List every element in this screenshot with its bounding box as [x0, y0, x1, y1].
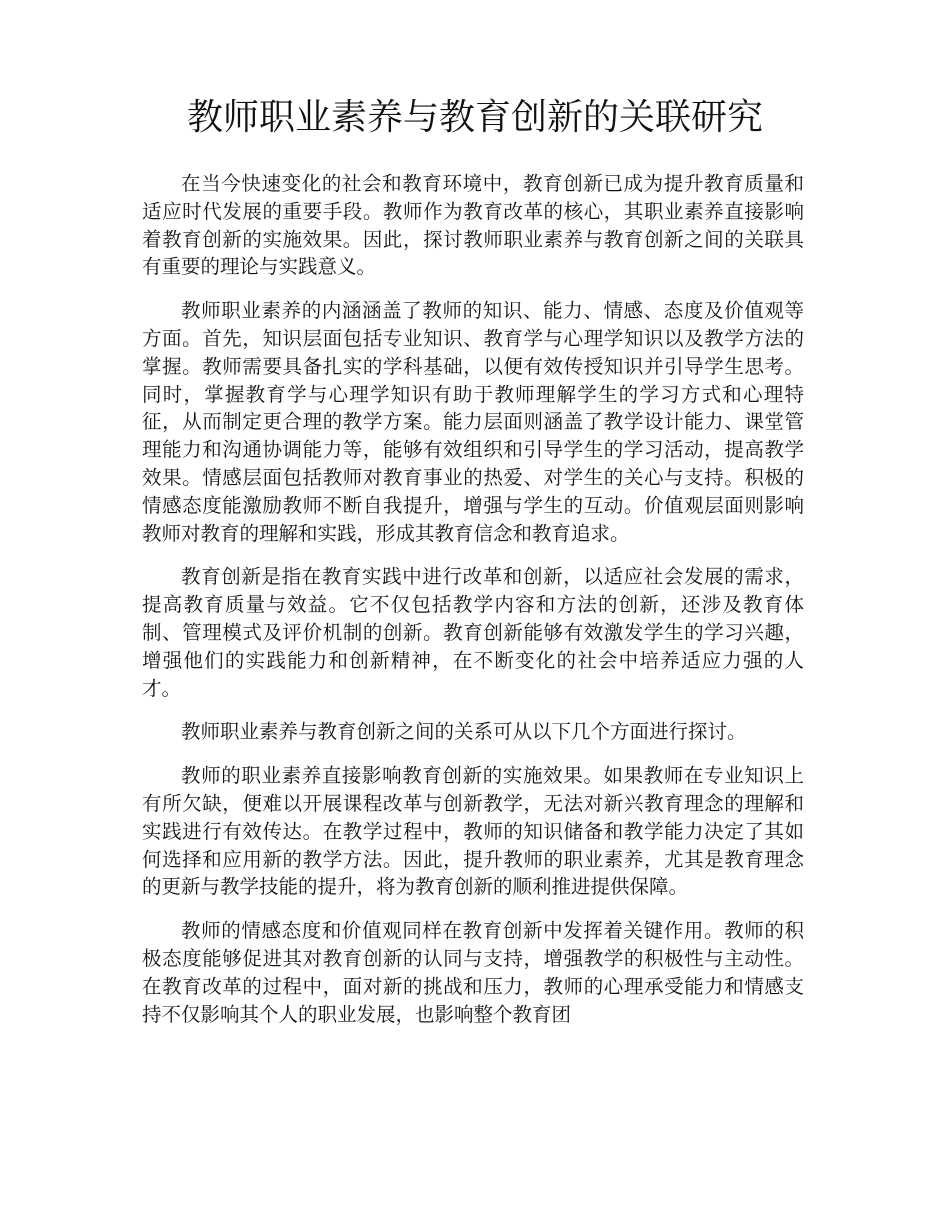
document-title: 教师职业素养与教育创新的关联研究	[186, 97, 763, 138]
paragraph-relationship-intro: 教师职业素养与教育创新之间的关系可从以下几个方面进行探讨。	[181, 720, 747, 744]
paragraph-literacy-impact: 教师的职业素养直接影响教育创新的实施效果。如果教师在专业知识上有所欠缺，便难以开展课程改革与创新教学，无法对新兴教育理念的理解和实践进行有效传达。在教学过程中，教师的知识储备和教学能力决定了其如何选择和应用新的教学方法。因此，提升教师的职业素养，尤其是教育理念的更新与教学技能的提升，将为教育创新的顺利推进提供保障。	[142, 764, 804, 899]
paragraph-intro: 在当今快速变化的社会和教育环境中，教育创新已成为提升教育质量和适应时代发展的重要手段。教师作为教育改革的核心，其职业素养直接影响着教育创新的实施效果。因此，探讨教师职业素养与教育创新之间的关联具有重要的理论与实践意义。	[142, 172, 804, 279]
document-body	[142, 170, 804, 1044]
paragraph-emotion-values: 教师的情感态度和价值观同样在教育创新中发挥着关键作用。教师的积极态度能够促进其对教育创新的认同与支持，增强教学的积极性与主动性。在教育改革的过程中，面对新的挑战和压力，教师的心理承受能力和情感支持不仅影响其个人的职业发展，也影响整个教育团	[142, 919, 804, 1026]
paragraph-education-innovation: 教育创新是指在教育实践中进行改革和创新，以适应社会发展的需求，提高教育质量与效益。它不仅包括教学内容和方法的创新，还涉及教育体制、管理模式及评价机制的创新。教育创新能够有效激发学生的学习兴趣，增强他们的实践能力和创新精神，在不断变化的社会中培养适应力强的人才。	[142, 565, 804, 700]
paragraph-professional-literacy: 教师职业素养的内涵涵盖了教师的知识、能力、情感、态度及价值观等方面。首先，知识层面包括专业知识、教育学与心理学知识以及教学方法的掌握。教师需要具备扎实的学科基础，以便有效传授知识并引导学生思考。同时，掌握教育学与心理学知识有助于教师理解学生的学习方式和心理特征，从而制定更合理的教学方案。能力层面则涵盖了教学设计能力、课堂管理能力和沟通协调能力等，能够有效组织和引导学生的学习活动，提高教学效果。情感层面包括教师对教育事业的热爱、对学生的关心与支持。积极的情感态度能激励教师不断自我提升，增强与学生的互动。价值观层面则影响教师对教育的理解和实践，形成其教育信念和教育追求。	[142, 299, 804, 545]
